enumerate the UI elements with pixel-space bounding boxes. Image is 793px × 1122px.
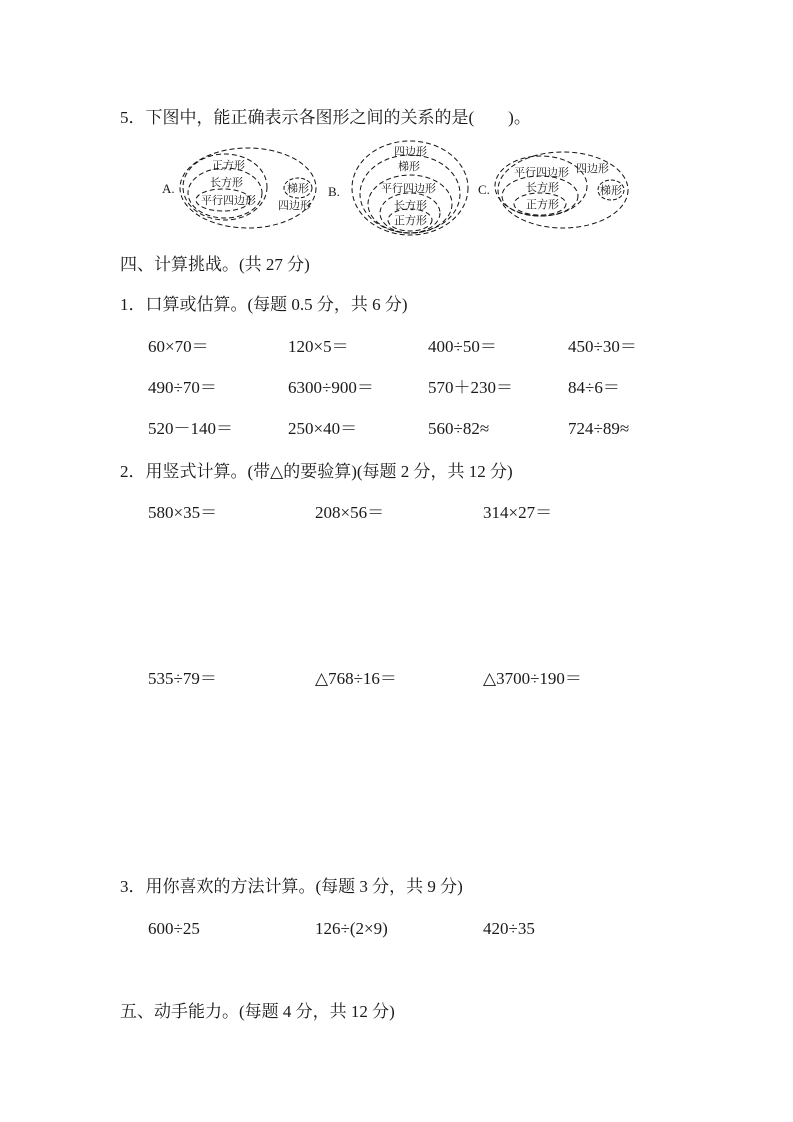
- oral-calc-item: 560÷82≈: [428, 419, 490, 438]
- oral-calc-item: 400÷50＝: [428, 337, 497, 356]
- section-4-title: 四、计算挑战。(共 27 分): [120, 255, 310, 274]
- oral-calc-item: 490÷70＝: [148, 378, 217, 397]
- svg-text:梯形: 梯形: [287, 182, 309, 195]
- vertical-calc-item: 314×27＝: [483, 503, 553, 522]
- q2-title: 2．用竖式计算。(带△的要验算)(每题 2 分，共 12 分): [120, 462, 513, 481]
- oral-calc-item: 60×70＝: [148, 337, 209, 356]
- vertical-calc-item: 535÷79＝: [148, 669, 217, 688]
- option-b-label: B.: [328, 184, 340, 199]
- svg-text:四边形: 四边形: [394, 145, 427, 158]
- oral-calc-item: 450÷30＝: [568, 337, 637, 356]
- oral-calc-item: 570＋230＝: [428, 378, 513, 397]
- oral-calc-item: 6300÷900＝: [288, 378, 374, 397]
- svg-text:四边形: 四边形: [278, 199, 311, 212]
- svg-text:平行四边形: 平行四边形: [514, 166, 569, 179]
- svg-text:平行四边形: 平行四边形: [381, 182, 436, 195]
- oral-calc-item: 84÷6＝: [568, 378, 620, 397]
- venn-b-icon: [328, 138, 473, 238]
- q3-title: 3．用你喜欢的方法计算。(每题 3 分，共 9 分): [120, 877, 463, 896]
- method-calc-item: 126÷(2×9): [315, 919, 388, 938]
- section-5-title: 五、动手能力。(每题 4 分，共 12 分): [120, 1002, 395, 1021]
- vertical-calc-item: 208×56＝: [315, 503, 385, 522]
- option-b-diagram: [328, 138, 473, 238]
- svg-text:正方形: 正方形: [212, 159, 245, 172]
- option-a-diagram: [160, 143, 320, 233]
- oral-calc-item: 120×5＝: [288, 337, 349, 356]
- svg-text:四边形: 四边形: [576, 162, 609, 175]
- question-5-text: 5．下图中，能正确表示各图形之间的关系的是( )。: [120, 108, 531, 127]
- oral-calc-item: 250×40＝: [288, 419, 358, 438]
- option-c-label: C.: [478, 182, 490, 197]
- svg-text:长方形: 长方形: [526, 181, 559, 194]
- oral-calc-item: 520－140＝: [148, 419, 233, 438]
- vertical-calc-item: △768÷16＝: [315, 669, 397, 688]
- venn-a-icon: [160, 143, 320, 233]
- vertical-calc-item: 580×35＝: [148, 503, 218, 522]
- svg-text:梯形: 梯形: [600, 184, 622, 197]
- method-calc-item: 420÷35: [483, 919, 535, 938]
- svg-text:正方形: 正方形: [394, 214, 427, 227]
- option-c-diagram: [478, 148, 633, 233]
- vertical-calc-item: △3700÷190＝: [483, 669, 582, 688]
- svg-text:正方形: 正方形: [526, 198, 559, 211]
- svg-text:长方形: 长方形: [210, 176, 243, 189]
- svg-text:长方形: 长方形: [394, 199, 427, 212]
- method-calc-item: 600÷25: [148, 919, 200, 938]
- venn-c-icon: [478, 148, 633, 233]
- svg-text:梯形: 梯形: [398, 160, 420, 173]
- option-a-label: A.: [162, 181, 175, 196]
- oral-calc-item: 724÷89≈: [568, 419, 630, 438]
- q1-title: 1．口算或估算。(每题 0.5 分，共 6 分): [120, 295, 408, 314]
- svg-text:平行四边形: 平行四边形: [201, 194, 256, 207]
